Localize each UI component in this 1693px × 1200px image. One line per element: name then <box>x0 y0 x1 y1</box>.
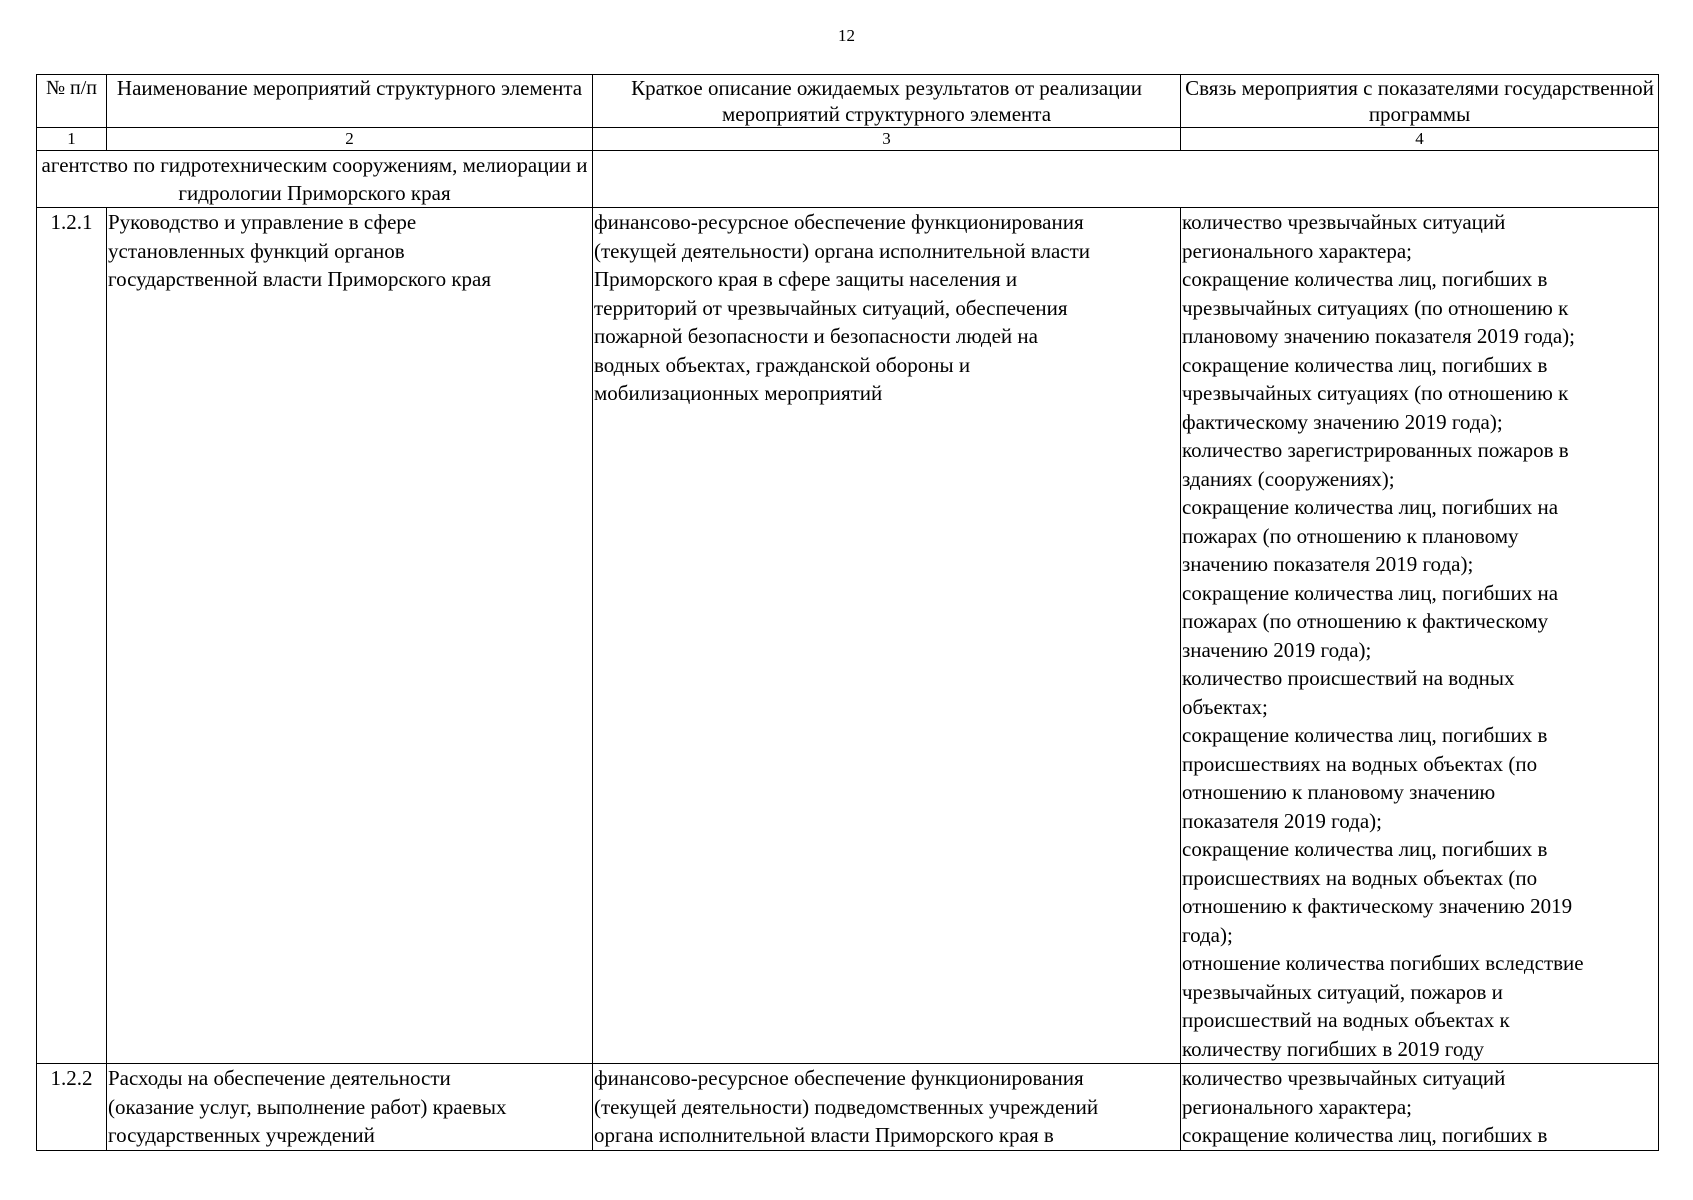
text-line: (текущей деятельности) подведомственных учреждений <box>594 1094 1099 1119</box>
text-line: происшествиях на водных объектах (по <box>1182 751 1538 776</box>
column-number: 1 <box>37 128 107 151</box>
text-line: количеству погибших в 2019 году <box>1182 1036 1484 1061</box>
text-line: сокращение количества лиц, погибших на <box>1182 580 1559 605</box>
text-line: органа исполнительной власти Приморского края в <box>594 1123 1054 1147</box>
header-row <box>37 75 1659 128</box>
agency-empty-cell <box>593 151 1659 208</box>
text-line: сокращение количества лиц, погибших в <box>1182 837 1548 861</box>
agency-name: агентство по гидротехническим сооружениям, мелиорации и гидрологии Приморского края <box>37 151 593 208</box>
text-line: количество зарегистрированных пожаров в <box>1182 438 1569 462</box>
text-line: объектах; <box>1182 694 1268 719</box>
text-line: регионального характера; <box>1182 238 1412 263</box>
text-line: (текущей деятельности) органа исполнительной власти <box>594 238 1091 263</box>
page-number: 12 <box>838 26 855 45</box>
text-line: количество происшествий на водных <box>1182 666 1515 690</box>
header-expected-results: Краткое описание ожидаемых результатов от реализации мероприятий структурного элемента <box>593 75 1181 128</box>
table-row <box>37 208 1659 1064</box>
program-indicators <box>1181 208 1659 1064</box>
text-line: года); <box>1182 922 1233 947</box>
text-line: происшествий на водных объектах к <box>1182 1008 1510 1032</box>
text-line: сокращение количества лиц, погибших в <box>1182 267 1548 291</box>
agency-row <box>37 151 1659 208</box>
text-line: показателя 2019 года); <box>1182 808 1382 833</box>
column-number-row <box>37 128 1659 151</box>
text-line: значению показателя 2019 года); <box>1182 552 1474 576</box>
measure-name <box>107 208 593 1064</box>
measure-name <box>107 1064 593 1151</box>
text-line: Руководство и управление в сфере <box>108 210 417 234</box>
expected-results <box>593 1064 1181 1151</box>
text-line: пожарах (по отношению к фактическому <box>1182 609 1549 633</box>
text-line: установленных функций органов <box>108 238 405 263</box>
text-line: чрезвычайных ситуаций, пожаров и <box>1182 979 1503 1004</box>
header-measure-name: Наименование мероприятий структурного элемента <box>107 75 593 128</box>
text-line: Расходы на обеспечение деятельности <box>108 1066 451 1090</box>
text-line: значению 2019 года); <box>1182 637 1372 662</box>
text-line: (оказание услуг, выполнение работ) краевых <box>108 1094 507 1119</box>
text-line: отношение количества погибших вследствие <box>1182 951 1584 975</box>
text-line: сокращение количества лиц, погибших в <box>1182 352 1548 377</box>
text-line: зданиях (сооружениях); <box>1182 466 1395 491</box>
text-line: фактическому значению 2019 года); <box>1182 409 1503 434</box>
text-line: пожарах (по отношению к плановому <box>1182 523 1519 548</box>
text-line: территорий от чрезвычайных ситуаций, обеспечения <box>594 295 1068 320</box>
text-line: количество чрезвычайных ситуаций <box>1182 210 1506 234</box>
text-line: количество чрезвычайных ситуаций <box>1182 1066 1506 1090</box>
text-line: финансово-ресурсное обеспечение функционирования <box>594 210 1084 234</box>
text-line: государственных учреждений <box>108 1123 375 1147</box>
text-line: сокращение количества лиц, погибших в <box>1182 1123 1548 1147</box>
text-line: Приморского края в сфере защиты населения и <box>594 267 1018 291</box>
column-number: 4 <box>1181 128 1659 151</box>
header-program-indicators: Связь мероприятия с показателями государственной программы <box>1181 75 1659 128</box>
row-number: 1.2.1 <box>37 208 107 1064</box>
text-line: водных объектах, гражданской обороны и <box>594 352 971 377</box>
column-number: 2 <box>107 128 593 151</box>
text-line: отношению к плановому значению <box>1182 780 1496 804</box>
text-line: чрезвычайных ситуациях (по отношению к <box>1182 381 1569 405</box>
text-line: плановому значению показателя 2019 года); <box>1182 324 1575 348</box>
text-line: сокращение количества лиц, погибших на <box>1182 495 1559 519</box>
text-line: отношению к фактическому значению 2019 <box>1182 894 1573 918</box>
table-row <box>37 1064 1659 1151</box>
measures-table <box>36 74 1659 1151</box>
text-line: финансово-ресурсное обеспечение функционирования <box>594 1066 1084 1090</box>
text-line: регионального характера; <box>1182 1094 1412 1119</box>
text-line: происшествиях на водных объектах (по <box>1182 865 1538 890</box>
text-line: пожарной безопасности и безопасности людей на <box>594 324 1038 348</box>
row-number: 1.2.2 <box>37 1064 107 1151</box>
column-number: 3 <box>593 128 1181 151</box>
text-line: мобилизационных мероприятий <box>594 381 883 405</box>
text-line: чрезвычайных ситуациях (по отношению к <box>1182 295 1569 320</box>
program-indicators <box>1181 1064 1659 1151</box>
header-number: № п/п <box>37 75 107 128</box>
expected-results <box>593 208 1181 1064</box>
text-line: государственной власти Приморского края <box>108 267 492 291</box>
text-line: сокращение количества лиц, погибших в <box>1182 723 1548 747</box>
